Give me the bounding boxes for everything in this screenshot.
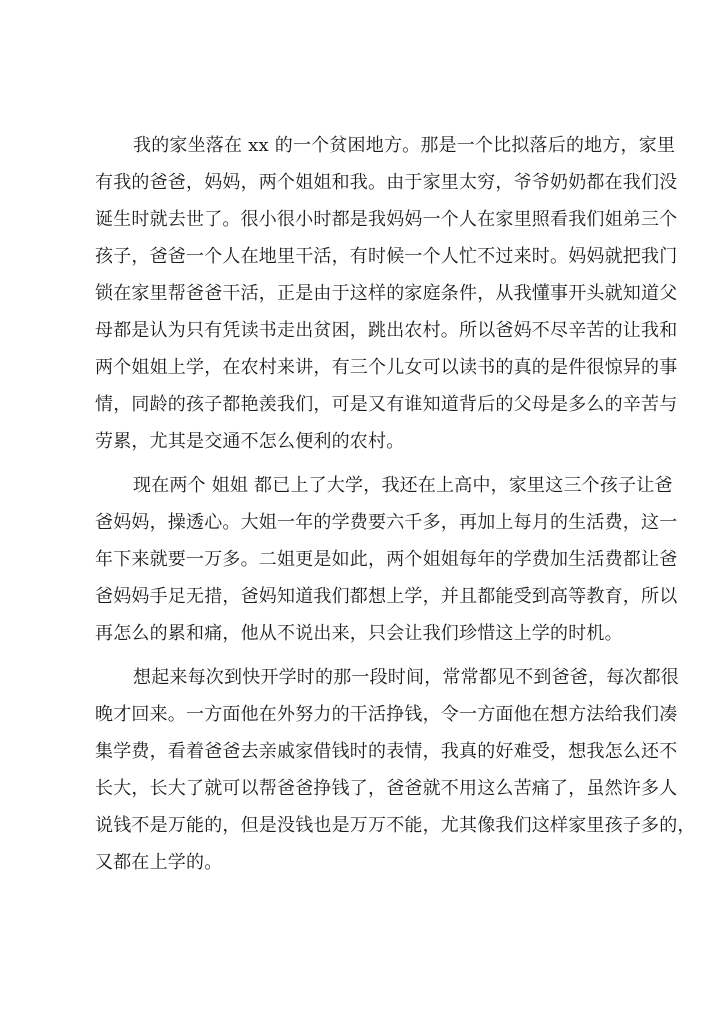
text-line: 集学费，看着爸爸去亲戚家借钱时的表情，我真的好难受，想我怎么还不: [95, 741, 678, 762]
paragraph-1: [95, 127, 678, 460]
text-line: 诞生时就去世了。很小很小时都是我妈妈一个人在家里照看我们姐弟三个: [95, 209, 678, 230]
text-line: 年下来就要一万多。二姐更是如此，两个姐姐每年的学费加生活费都让爸: [95, 549, 678, 570]
paragraph-3: [95, 659, 696, 881]
text-line: 劳累，尤其是交通不怎么便利的农村。: [95, 431, 405, 452]
paragraph-2: [95, 467, 678, 652]
text-line: 两个姐姐上学，在农村来讲，有三个儿女可以读书的真的是件很惊异的事: [95, 357, 678, 378]
document-body: [95, 127, 696, 888]
text-line: 又都在上学的。: [95, 852, 223, 873]
text-line: 母都是认为只有凭读书走出贫困，跳出农村。所以爸妈不尽辛苦的让我和: [95, 320, 678, 341]
text-line: 爸妈妈，操透心。大姐一年的学费要六千多，再加上每月的生活费，这一: [95, 512, 678, 533]
text-line: 锁在家里帮爸爸干活，正是由于这样的家庭条件，从我懂事开头就知道父: [95, 283, 678, 304]
text-line: 晚才回来。一方面他在外努力的干活挣钱，令一方面他在想方法给我们凑: [95, 704, 678, 725]
text-line: 现在两个 姐姐 都已上了大学，我还在上高中，家里这三个孩子让爸: [133, 475, 673, 496]
text-line: 爸妈妈手足无措，爸妈知道我们都想上学，并且都能受到高等教育，所以: [95, 586, 678, 607]
text-line: 想起来每次到快开学时的那一段时间，常常都见不到爸爸，每次都很: [133, 667, 679, 688]
text-line: 说钱不是万能的，但是没钱也是万万不能，尤其像我们这样家里孩子多的，: [95, 815, 696, 836]
text-line: 我的家坐落在 xx 的一个贫困地方。那是一个比拟落后的地方，家里: [133, 135, 676, 156]
text-line: 长大，长大了就可以帮爸爸挣钱了，爸爸就不用这么苦痛了，虽然许多人: [95, 778, 678, 799]
text-line: 有我的爸爸，妈妈，两个姐姐和我。由于家里太穷，爷爷奶奶都在我们没: [95, 172, 678, 193]
text-line: 再怎么的累和痛，他从不说出来，只会让我们珍惜这上学的时机。: [95, 623, 623, 644]
text-line: 情，同龄的孩子都艳羡我们，可是又有谁知道背后的父母是多么的辛苦与: [95, 394, 678, 415]
text-line: 孩子，爸爸一个人在地里干活，有时候一个人忙不过来时。妈妈就把我门: [95, 246, 678, 267]
